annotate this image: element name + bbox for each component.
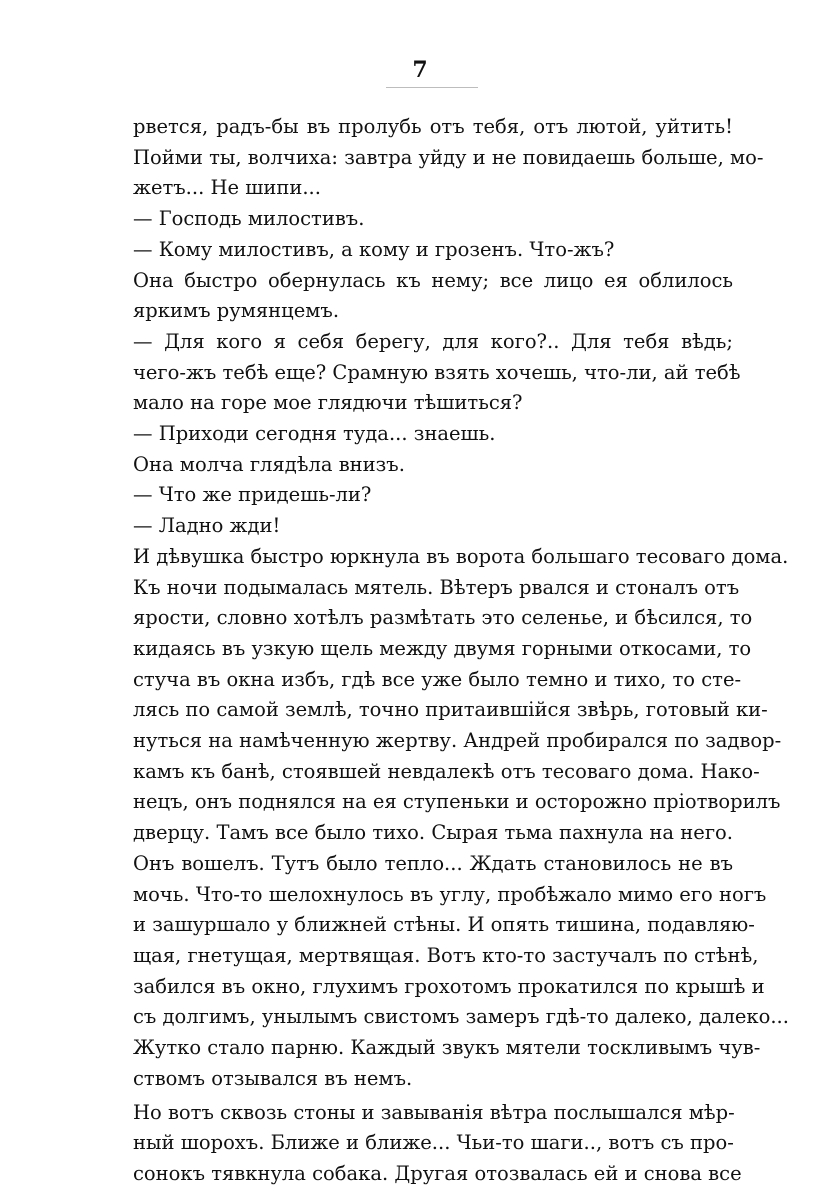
text-line: жетъ... Не шипи...: [133, 176, 321, 200]
text-line: ствомъ отзывался въ немъ.: [133, 1066, 413, 1090]
text-line: забился въ окно, глухимъ грохотомъ прокатился по крышѣ и: [133, 974, 765, 998]
text-line: чего-жъ тебѣ еще? Срамную взять хочешь, что-ли, ай тебѣ: [133, 360, 741, 384]
text-line: ярости, словно хотѣлъ размѣтать это селенье, и бѣсился, то: [133, 606, 753, 630]
text-line: кидаясь въ узкую щель между двумя горными откосами, то: [133, 636, 752, 660]
text-line: мало на горе мое глядючи тѣшиться?: [133, 391, 523, 415]
text-line: камъ къ банѣ, стоявшей невдалекѣ отъ тесоваго дома. Нако-: [133, 759, 760, 783]
text-line: сонокъ тявкнула собака. Другая отозвалась ей и снова все: [133, 1161, 742, 1185]
text-line: Къ ночи подымалась мятель. Вѣтеръ рвался и стоналъ отъ: [133, 575, 740, 599]
text-line: щая, гнетущая, мертвящая. Вотъ кто-то застучалъ по стѣнѣ,: [133, 943, 759, 967]
text-line: — Ладно жди!: [133, 514, 281, 538]
text-line: дверцу. Тамъ все было тихо. Сырая тьма пахнула на него.: [133, 821, 733, 845]
page-number-rule: [386, 87, 478, 88]
text-line: Онъ вошелъ. Тутъ было тепло... Ждать становилось не въ: [133, 851, 733, 875]
text-line: — Кому милостивъ, а кому и грозенъ. Что-жъ?: [133, 237, 615, 261]
text-line: нецъ, онъ поднялся на ея ступеньки и осторожно прiотворилъ: [133, 790, 781, 814]
body-text: [133, 112, 789, 1190]
text-line: Пойми ты, волчиха: завтра уйду и не повидаешь больше, мо-: [133, 145, 764, 169]
text-line: и зашуршало у ближней стѣны. И опять тишина, подавляю-: [133, 913, 755, 937]
text-line: Но вотъ сквозь стоны и завыванiя вѣтра послышался мѣр-: [133, 1100, 735, 1124]
text-line: И дѣвушка быстро юркнула въ ворота большаго тесоваго дома.: [133, 544, 789, 568]
text-line: — Для кого я себя берегу, для кого?.. Для тебя вѣдь;: [133, 329, 733, 353]
text-line: рвется, радъ-бы въ пролубь отъ тебя, отъ лютой, уйтить!: [133, 115, 733, 138]
text-line: съ долгимъ, унылымъ свистомъ замеръ гдѣ-то далеко, далеко...: [133, 1005, 789, 1029]
page-number: 7: [412, 57, 428, 83]
text-line: Она быстро обернулась къ нему; все лицо ея облилось: [133, 268, 733, 292]
text-line: ный шорохъ. Ближе и ближе... Чьи-то шаги.., вотъ съ про-: [133, 1131, 734, 1155]
text-line: — Что же придешь-ли?: [133, 483, 372, 507]
text-line: мочь. Что-то шелохнулось въ углу, пробѣжало мимо его ногъ: [133, 882, 767, 906]
text-line: — Приходи сегодня туда... знаешь.: [133, 422, 496, 446]
text-line: лясь по самой землѣ, точно притаившiйся звѣрь, готовый ки-: [133, 698, 768, 722]
text-line: яркимъ румянцемъ.: [133, 299, 340, 323]
text-line: Она молча глядѣла внизъ.: [133, 452, 405, 476]
text-line: стуча въ окна избъ, гдѣ все уже было темно и тихо, то сте-: [133, 667, 742, 691]
text-line: — Господь милостивъ.: [133, 207, 365, 231]
text-line: Жутко стало парню. Каждый звукъ мятели тоскливымъ чув-: [133, 1036, 761, 1060]
text-line: нуться на намѣченную жертву. Андрей пробирался по задвор-: [133, 729, 782, 753]
